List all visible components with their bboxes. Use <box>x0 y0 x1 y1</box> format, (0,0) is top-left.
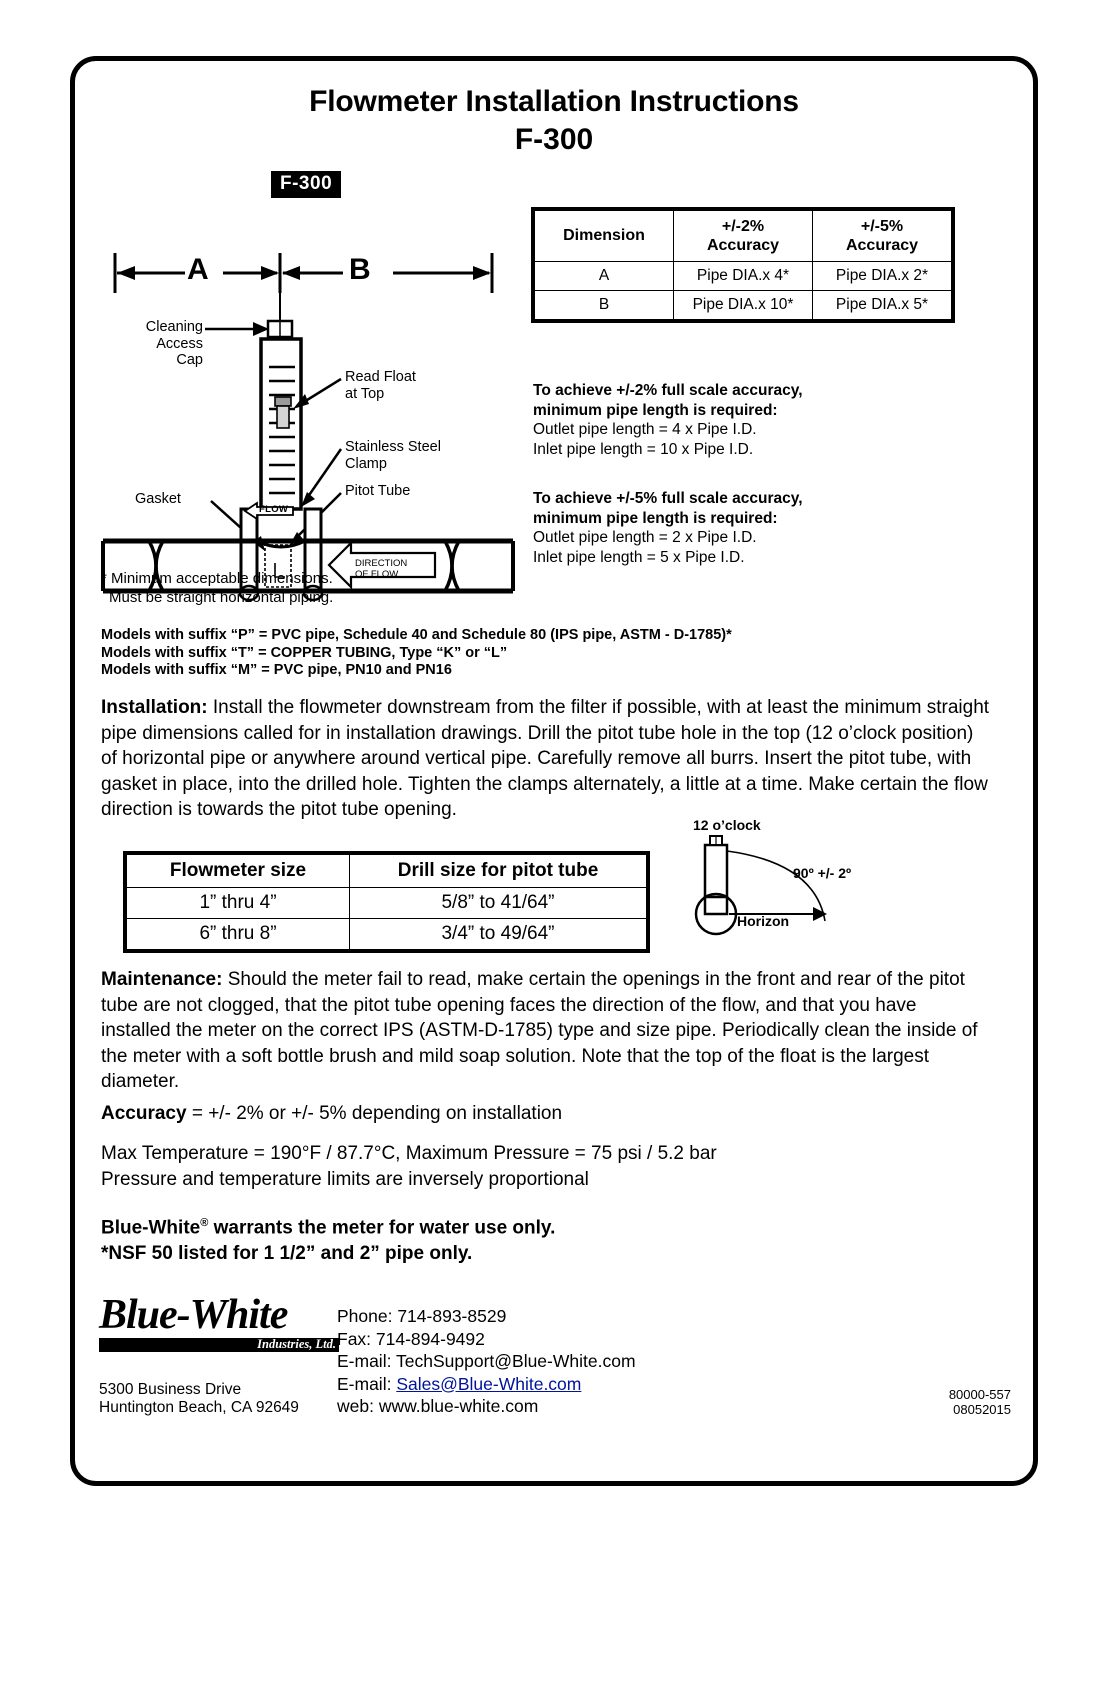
maintenance-body: Should the meter fail to read, make certain the openings in the front and rear of the pitot tube are not clogged, that the pitot tube opening faces the direction of the flow, and that you have installed the meter on the correct IPS (ASTM-D-1785) type and size pipe. Periodically clean the inside of the meter with a soft bottle brush and mild soap solution. Note that the top of the float is the largest diameter. <box>101 969 978 1092</box>
contact-block <box>337 1305 636 1418</box>
warranty-section <box>101 1211 991 1266</box>
label-gasket: Gasket <box>135 491 181 507</box>
warranty-line-2: *NSF 50 listed for 1 1/2” and 2” pipe only. <box>101 1242 473 1264</box>
page-border-frame <box>70 56 1038 1486</box>
label-12-oclock: 12 o’clock <box>693 817 761 833</box>
table-row <box>535 291 952 320</box>
logo-subtitle: Industries, Ltd. <box>257 1337 336 1351</box>
label-direction-of-flow: DIRECTION OF FLOW <box>355 558 408 580</box>
clock-orientation-diagram <box>675 817 875 947</box>
cell-size-6-8: 6” thru 8” <box>127 919 350 950</box>
header-flowmeter-size: Flowmeter size <box>127 855 350 888</box>
company-address <box>99 1381 299 1417</box>
label-read-float-at-top: Read Float at Top <box>345 369 416 402</box>
contact-email-sales-row <box>337 1373 636 1396</box>
model-suffix-notes: Models with suffix “P” = PVC pipe, Schedule 40 and Schedule 80 (IPS pipe, ASTM - D-1785)* Models with suffix “T” = COPPER TUBING, Type “K” or “L” Models with suffix “M” = PVC pipe, PN10 and PN16 <box>101 627 732 678</box>
cell-dimension-a: A <box>535 262 674 291</box>
installation-label: Installation: <box>101 697 208 718</box>
dimension-label-a: A <box>187 253 209 286</box>
accuracy-section <box>101 1101 991 1127</box>
document-code <box>949 1387 1011 1417</box>
accuracy-note-2pct: To achieve +/-2% full scale accuracy, minimum pipe length is required: Outlet pipe length = 4 x Pipe I.D. Inlet pipe length = 10 x Pipe I.D. <box>533 382 803 458</box>
limits-section <box>101 1141 991 1192</box>
label-stainless-steel-clamp: Stainless Steel Clamp <box>345 439 441 472</box>
cell-a-acc2: Pipe DIA.x 4* <box>674 262 813 291</box>
cell-drill-6-8: 3/4” to 49/64” <box>350 919 647 950</box>
page-title: Flowmeter Installation Instructions <box>309 85 799 118</box>
address-line-1: 5300 Business Drive <box>99 1381 242 1398</box>
maintenance-label: Maintenance: <box>101 969 223 990</box>
minimum-dimensions-footnote: * Minimum acceptable dimensions. Must be straight horizontal piping. <box>101 570 334 606</box>
warranty-rest: warrants the meter for water use only. <box>208 1217 556 1239</box>
warranty-brand: Blue-White <box>101 1217 201 1239</box>
contact-fax: Fax: 714-894-9492 <box>337 1328 485 1349</box>
model-badge: F-300 <box>271 171 341 198</box>
registered-mark: ® <box>200 1217 209 1229</box>
company-logo <box>99 1293 339 1352</box>
logo-wordmark: Blue-White <box>99 1292 288 1338</box>
installation-diagram <box>93 201 523 631</box>
cell-size-1-4: 1” thru 4” <box>127 888 350 919</box>
contact-phone: Phone: 714-893-8529 <box>337 1306 507 1326</box>
limits-line-2: Pressure and temperature limits are inversely proportional <box>101 1168 589 1190</box>
cell-b-acc5: Pipe DIA.x 5* <box>813 291 952 320</box>
header-accuracy-2: +/-2% Accuracy <box>674 211 813 262</box>
dimension-table <box>531 207 955 323</box>
email-sales-prefix: E-mail: <box>337 1373 397 1394</box>
contact-email-tech: E-mail: TechSupport@Blue-White.com <box>337 1351 636 1371</box>
warranty-line-1 <box>101 1211 991 1241</box>
table-row <box>127 888 647 919</box>
table-header-row <box>535 211 952 262</box>
address-line-2: Huntington Beach, CA 92649 <box>99 1399 299 1416</box>
table-row <box>127 919 647 950</box>
table-header-row <box>127 855 647 888</box>
doc-number: 80000-557 <box>948 1387 1011 1402</box>
table-row <box>535 262 952 291</box>
cell-dimension-b: B <box>535 291 674 320</box>
accuracy-label: Accuracy <box>101 1103 187 1124</box>
maintenance-section <box>101 967 991 1095</box>
doc-date: 08052015 <box>953 1402 1011 1417</box>
limits-line-1: Max Temperature = 190°F / 87.7°C, Maximum Pressure = 75 psi / 5.2 bar <box>101 1143 717 1164</box>
dimension-label-b: B <box>349 253 371 286</box>
page-subtitle-model: F-300 <box>514 123 594 156</box>
accuracy-body: = +/- 2% or +/- 5% depending on installation <box>186 1103 563 1124</box>
installation-body: Install the flowmeter downstream from the filter if possible, with at least the minimum straight pipe dimensions called for in installation drawings. Drill the pitot tube hole in the top (12 o’clock position) of horizontal pipe or anywhere around vertical pipe. Carefully remove all burrs. Insert the pitot tube, with gasket in place, into the drilled hole. Tighten the clamps alternately, a little at a time. Make certain the flow direction is towards the pitot tube opening. <box>101 697 990 820</box>
drill-size-table <box>123 851 650 953</box>
accuracy-note-5pct: To achieve +/-5% full scale accuracy, minimum pipe length is required: Outlet pipe length = 2 x Pipe I.D. Inlet pipe length = 5 x Pipe I.D. <box>533 490 803 566</box>
label-angle-90: 90º +/- 2º <box>793 865 852 881</box>
header-accuracy-5: +/-5% Accuracy <box>813 211 952 262</box>
label-horizon: Horizon <box>737 913 790 929</box>
cell-drill-1-4: 5/8” to 41/64” <box>350 888 647 919</box>
label-pitot-tube: Pitot Tube <box>345 483 411 499</box>
contact-web: web: www.blue-white.com <box>337 1396 539 1416</box>
cell-a-acc5: Pipe DIA.x 2* <box>813 262 952 291</box>
header-drill-size: Drill size for pitot tube <box>350 855 647 888</box>
header-dimension: Dimension <box>535 211 674 262</box>
installation-section <box>101 695 991 823</box>
cell-b-acc2: Pipe DIA.x 10* <box>674 291 813 320</box>
logo-bar <box>99 1338 339 1352</box>
email-sales-link[interactable]: Sales@Blue-White.com <box>396 1373 582 1394</box>
label-flow: FLOW <box>259 504 289 515</box>
label-cleaning-access-cap: Cleaning Access Cap <box>145 319 203 368</box>
